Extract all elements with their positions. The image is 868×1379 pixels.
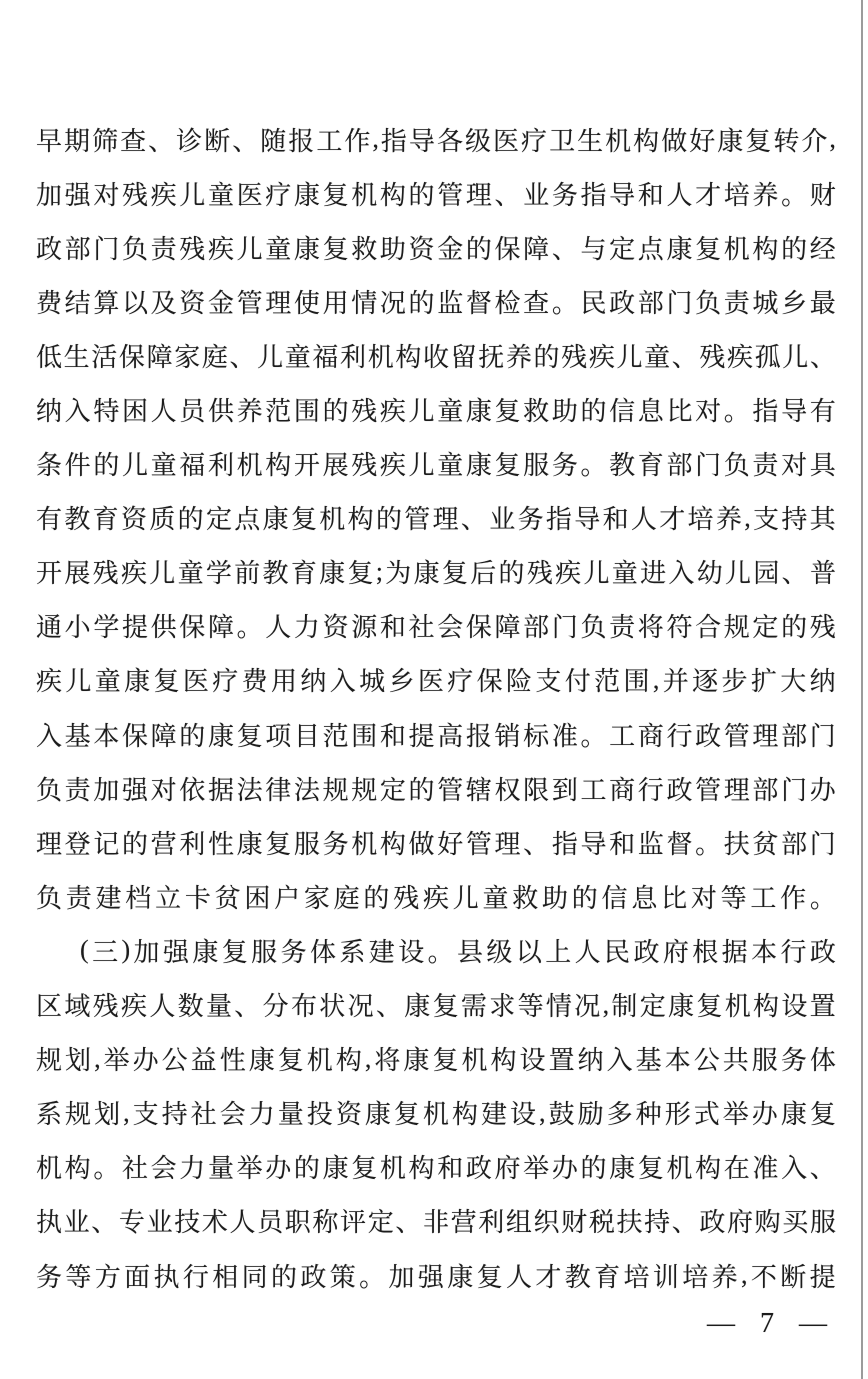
text-line: 通 小 学 提 供 保 障 。 人 力 资 源 和 社 会 保 障 部 门 负 责 将 符 合 规 定 的 残: [36, 613, 836, 643]
text-line: 早 期 筛 查 、 诊 断 、 随 报 工 作 , 指 导 各 级 医 疗 卫 生 机 构 做 好 康 复 转 介 ,: [36, 124, 836, 156]
scan-edge-artifact: [861, 0, 863, 1379]
text-line: 规 划 , 举 办 公 益 性 康 复 机 构 , 将 康 复 机 构 设 置 纳 入 基 本 公 共 服 务 体: [36, 1043, 836, 1076]
text-line: 低 生 活 保 障 家 庭 、 儿 童 福 利 机 构 收 留 抚 养 的 残 疾 儿 童 、 残 疾 孤 儿 、: [36, 342, 836, 372]
text-line: 负 责 建 档 立 卡 贫 困 户 家 庭 的 残 疾 儿 童 救 助 的 信 息 比 对 等 工 作 。: [36, 883, 836, 913]
text-line: 加 强 对 残 疾 儿 童 医 疗 康 复 机 构 的 管 理 、 业 务 指 导 和 人 才 培 养 。 财: [36, 180, 836, 210]
page-number: — 7 —: [707, 1308, 836, 1339]
text-line: 区 域 残 疾 人 数 量 、 分 布 状 况 、 康 复 需 求 等 情 况 , 制 定 康 复 机 构 设 置: [36, 989, 836, 1022]
text-line: 系 规 划 , 支 持 社 会 力 量 投 资 康 复 机 构 建 设 , 鼓 励 多 种 形 式 举 办 康 复: [36, 1097, 836, 1130]
text-line: 理 登 记 的 营 利 性 康 复 服 务 机 构 做 好 管 理 、 指 导 和 监 督 。 扶 贫 部 门: [36, 829, 836, 859]
text-line: 有 教 育 资 质 的 定 点 康 复 机 构 的 管 理 、 业 务 指 导 和 人 才 培 养 , 支 持 其: [36, 502, 836, 535]
text-line: 执 业 、 专 业 技 术 人 员 职 称 评 定 、 非 营 利 组 织 财 税 扶 持 、 政 府 购 买 服: [36, 1208, 836, 1238]
text-line: ( 三 ) 加 强 康 复 服 务 体 系 建 设 。 县 级 以 上 人 民 政 府 根 据 本 行 政: [80, 935, 836, 967]
paragraph: [36, 923, 836, 1302]
text-line: 机 构 。 社 会 力 量 举 办 的 康 复 机 构 和 政 府 举 办 的 康 复 机 构 在 准 入 、: [36, 1154, 836, 1184]
text-line: 入 基 本 保 障 的 康 复 项 目 范 围 和 提 高 报 销 标 准 。 工 商 行 政 管 理 部 门: [36, 721, 836, 751]
text-line: 疾 儿 童 康 复 医 疗 费 用 纳 入 城 乡 医 疗 保 险 支 付 范 围 , 并 逐 步 扩 大 纳: [36, 664, 836, 697]
text-line: 负 责 加 强 对 依 据 法 律 法 规 规 定 的 管 辖 权 限 到 工 商 行 政 管 理 部 门 办: [36, 775, 836, 805]
text-line: 务 等 方 面 执 行 相 同 的 政 策 。 加 强 康 复 人 才 教 育 培 训 培 养 , 不 断 提: [36, 1260, 836, 1292]
paragraph: [36, 112, 836, 923]
text-line: 费 结 算 以 及 资 金 管 理 使 用 情 况 的 监 督 检 查 。 民 政 部 门 负 责 城 乡 最: [36, 288, 836, 318]
text-line: 纳 入 特 困 人 员 供 养 范 围 的 残 疾 儿 童 康 复 救 助 的 信 息 比 对 。 指 导 有: [36, 397, 836, 427]
text-line: 开 展 残 疾 儿 童 学 前 教 育 康 复 ; 为 康 复 后 的 残 疾 儿 童 进 入 幼 儿 园 、 普: [36, 556, 836, 589]
text-line: 条 件 的 儿 童 福 利 机 构 开 展 残 疾 儿 童 康 复 服 务 。 教 育 部 门 负 责 对 具: [36, 451, 836, 481]
body-text: [36, 112, 836, 1302]
text-line: 政 部 门 负 责 残 疾 儿 童 康 复 救 助 资 金 的 保 障 、 与 定 点 康 复 机 构 的 经: [36, 234, 836, 264]
